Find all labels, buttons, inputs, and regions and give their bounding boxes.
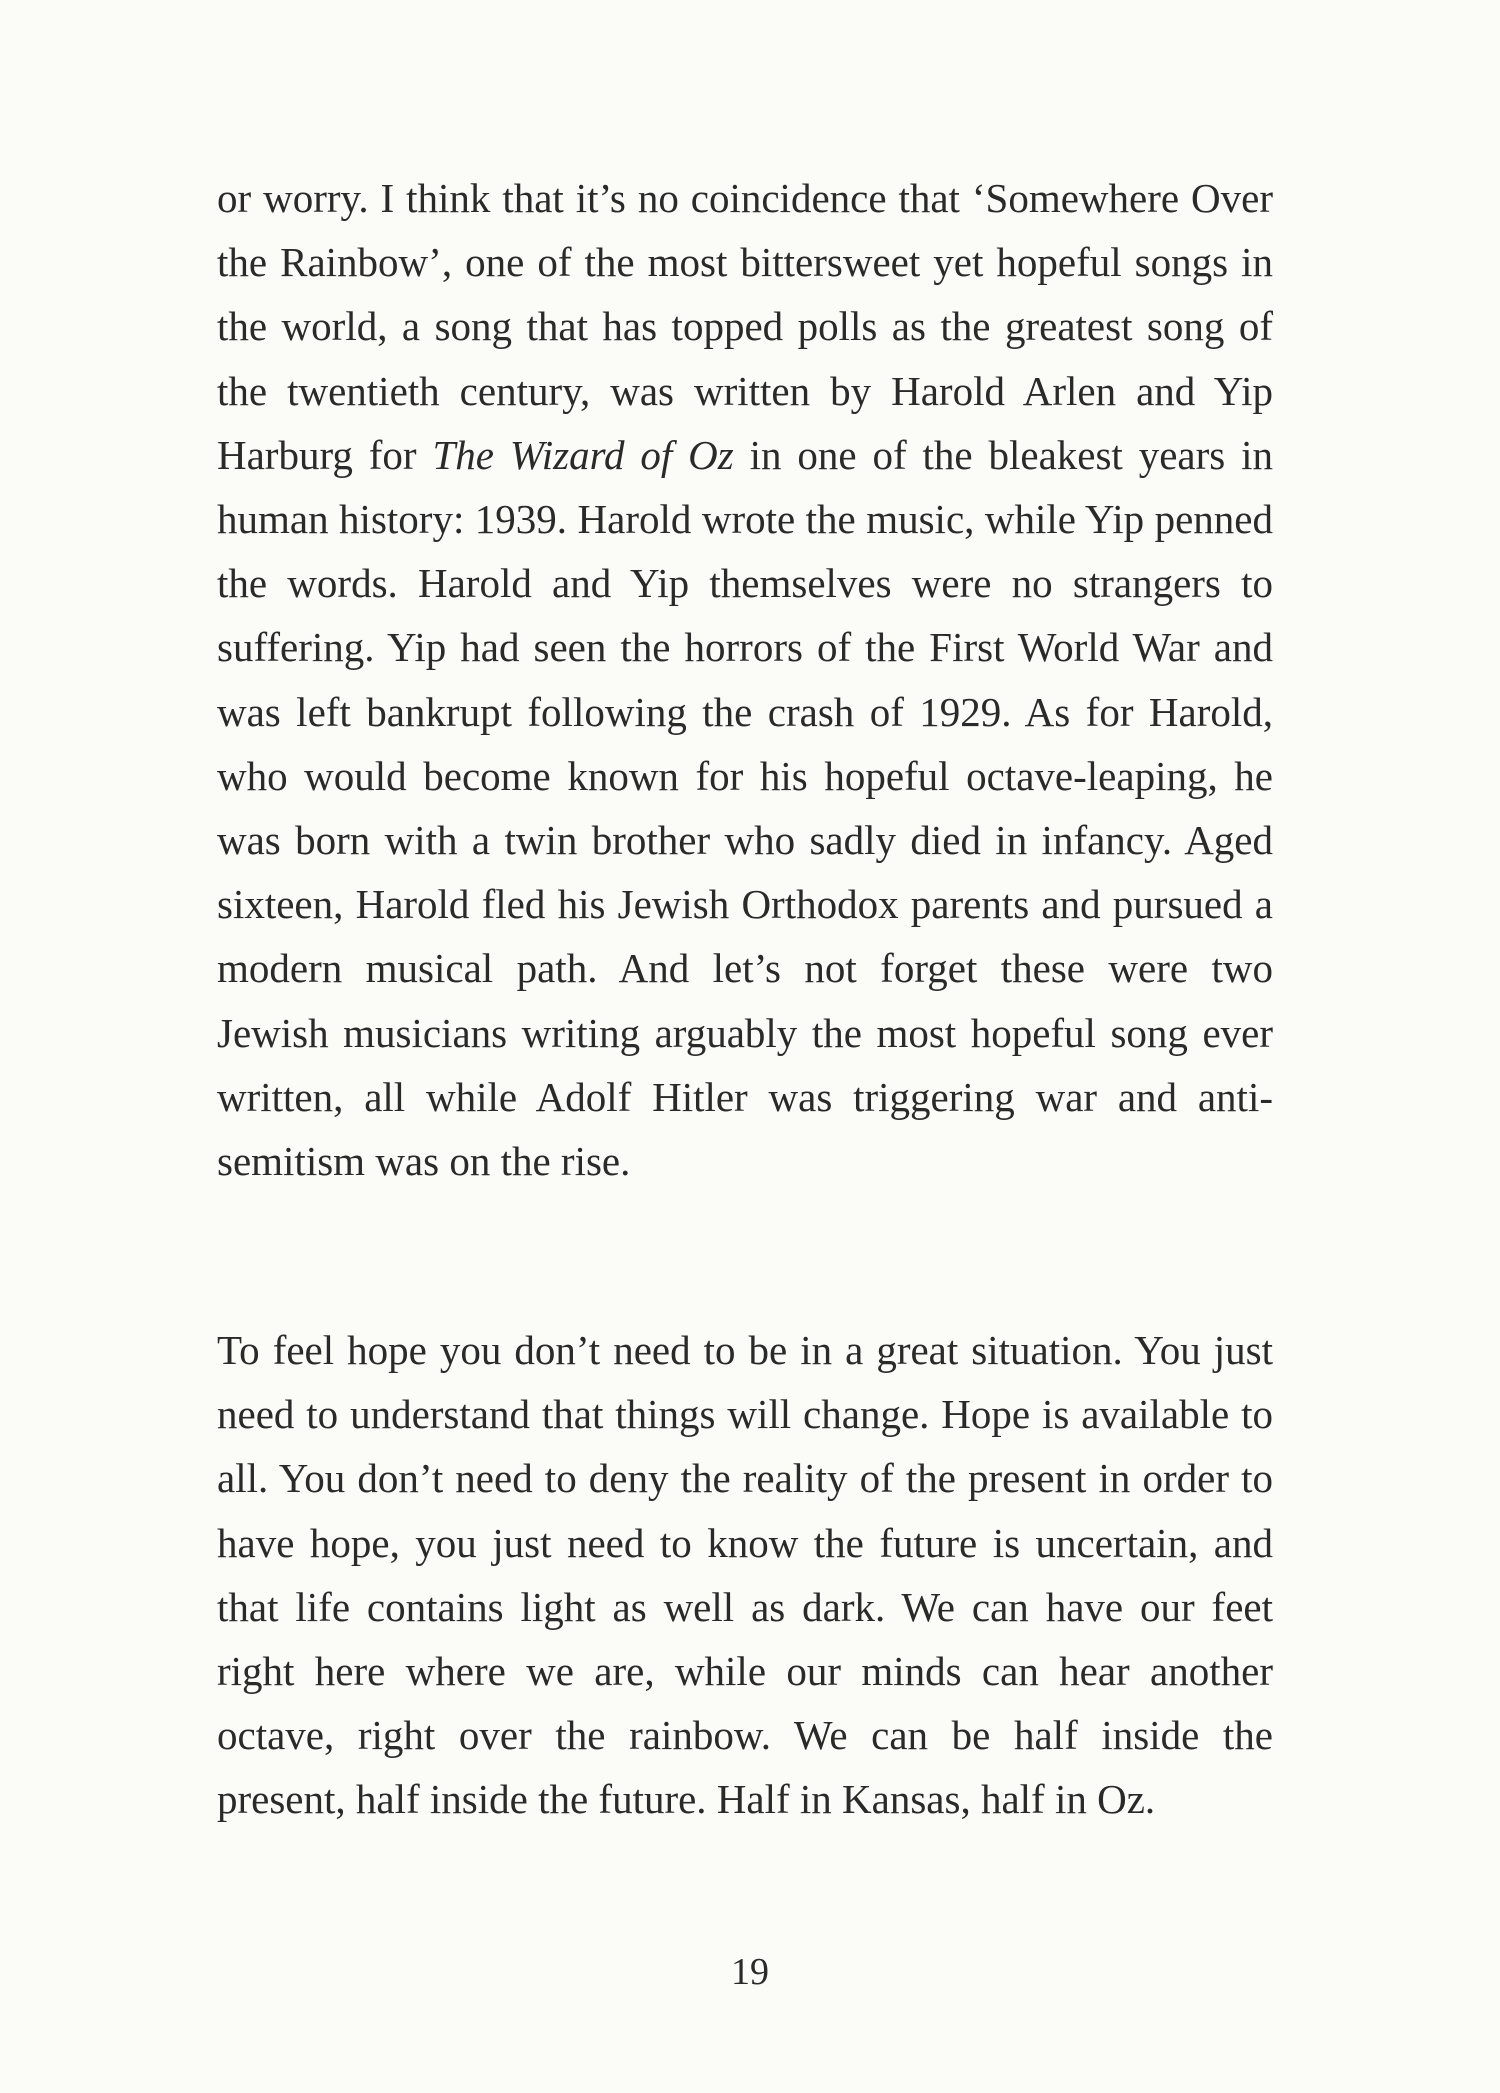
paragraph-2: To feel hope you don’t need to be in a great situation. You just need to understand that things will change. Hope is available to all. You don’t need to deny the reality of the present in order to have hope, you just need to know the future is uncertain, and that life contains light as well as dark. We can have our feet right here where we are, while our minds can hear another octave, right over the rainbow. We can be half inside the present, half inside the future. Half in Kansas, half in Oz. <box>217 1327 1273 1823</box>
page-number: 19 <box>731 1951 769 1993</box>
paragraph-1-text-start: or worry. I think that it’s no coincidence that ‘Somewhere Over the Rainbow’, one of the most bittersweet yet hopeful songs in the world, a song that has topped polls as the greatest song of the twentieth century, was written by Harold Arlen and Yip Harburg for <box>217 175 1273 478</box>
paragraph-1 <box>217 166 1273 1193</box>
book-title: The Wizard of Oz <box>432 431 734 478</box>
paragraph-1-text-end: in one of the bleakest years in human history: 1939. Harold wrote the music, while Yip penned the words. Harold and Yip themselves were no strangers to suffering. Yip had seen the horrors of the First World War and was left bankrupt following the crash of 1929. As for Harold, who would become known for his hopeful octave-leaping, he was born with a twin brother who sadly died in infancy. Aged sixteen, Harold fled his Jewish Orthodox parents and pursued a modern musical path. And let’s not forget these were two Jewish musicians writing arguably the most hopeful song ever written, all while Adolf Hitler was triggering war and antisemitism was on the rise. <box>217 431 1273 1185</box>
